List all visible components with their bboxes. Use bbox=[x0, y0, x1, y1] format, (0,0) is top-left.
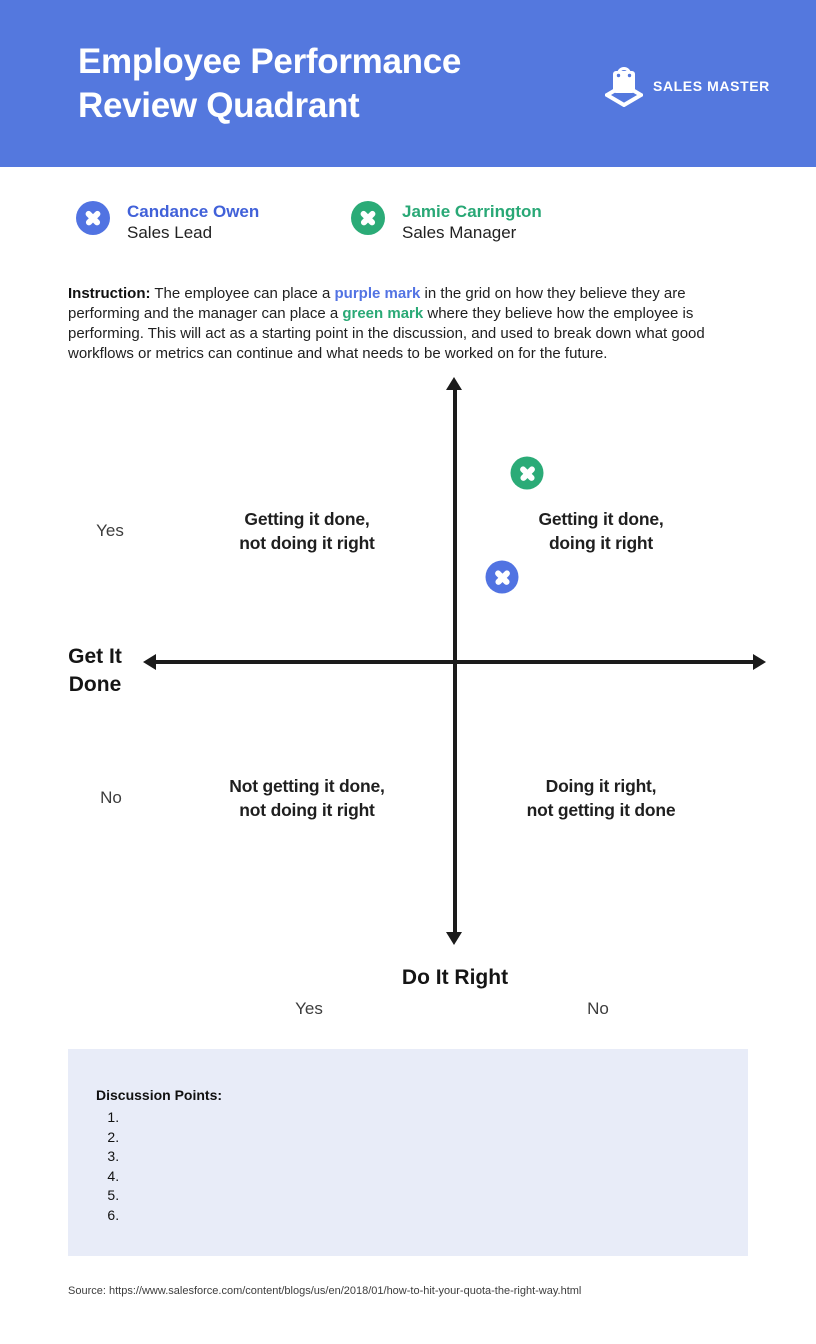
quadrant-top-right-line2: doing it right bbox=[548, 533, 654, 553]
quadrant-bottom-right-line2: not getting it done bbox=[526, 800, 676, 820]
quadrant-label-top-left bbox=[239, 507, 374, 555]
quadrant-top-left-line2: not doing it right bbox=[239, 533, 375, 553]
y-axis-title bbox=[68, 643, 122, 699]
discussion-point-5 bbox=[123, 1186, 720, 1206]
discussion-points-title: Discussion Points: bbox=[96, 1087, 223, 1103]
employee-role: Sales Lead bbox=[127, 223, 213, 242]
y-axis-tick-no: No bbox=[100, 788, 122, 807]
employee-placed-mark[interactable] bbox=[486, 561, 519, 594]
axis-arrow-up-icon bbox=[446, 377, 462, 390]
manager-placed-mark[interactable] bbox=[511, 457, 544, 490]
manager-name: Jamie Carrington bbox=[402, 202, 542, 221]
instruction-part1: The employee can place a bbox=[150, 285, 335, 302]
axis-arrow-down-icon bbox=[446, 932, 462, 945]
instruction-part3: where they believe how the employee is performing. This will act as a starting point in the discussion, and used to break down what good workflows or metrics can continue and what needs to be worked on for the future. bbox=[68, 305, 705, 362]
manager-role: Sales Manager bbox=[402, 223, 517, 242]
page-title-line1: Employee Performance bbox=[78, 42, 462, 81]
header-banner bbox=[0, 0, 816, 167]
quadrant-top-right-line1: Getting it done, bbox=[538, 509, 664, 529]
instruction-purple-mark: purple mark bbox=[334, 285, 421, 302]
page-title bbox=[78, 40, 461, 128]
shopping-bag-icon bbox=[605, 60, 643, 112]
discussion-point-6 bbox=[123, 1206, 720, 1226]
discussion-point-4 bbox=[123, 1167, 720, 1187]
quadrant-bottom-left-line2: not doing it right bbox=[239, 800, 375, 820]
instruction-paragraph bbox=[68, 284, 732, 364]
discussion-points-list bbox=[96, 1108, 720, 1225]
discussion-points-box bbox=[68, 1049, 748, 1256]
horizontal-axis-line bbox=[150, 660, 760, 664]
brand-logo bbox=[605, 60, 770, 112]
employee-x-mark-icon bbox=[76, 201, 110, 235]
source-citation: Source: https://www.salesforce.com/content/blogs/us/en/2018/01/how-to-hit-your-quota-the-right-way.html bbox=[68, 1285, 582, 1297]
quadrant-bottom-right-line1: Doing it right, bbox=[545, 776, 657, 796]
employee-name: Candance Owen bbox=[127, 202, 260, 221]
x-axis-title: Do It Right bbox=[401, 966, 509, 989]
y-axis-title-line1: Get It bbox=[68, 645, 122, 668]
x-axis-tick-yes: Yes bbox=[295, 999, 323, 1018]
quadrant-label-top-right bbox=[538, 507, 663, 555]
quadrant-label-bottom-right bbox=[527, 774, 676, 822]
quadrant-top-left-line1: Getting it done, bbox=[244, 509, 370, 529]
quadrant-bottom-left-line1: Not getting it done, bbox=[229, 776, 385, 796]
y-axis-tick-yes: Yes bbox=[96, 521, 124, 540]
legend-entry-employee bbox=[76, 201, 259, 243]
discussion-point-1 bbox=[123, 1108, 720, 1128]
manager-x-mark-icon bbox=[351, 201, 385, 235]
legend-entry-manager bbox=[351, 201, 542, 243]
instruction-part2: in the grid on how they believe they are performing and the manager can place a bbox=[68, 285, 686, 322]
discussion-point-3 bbox=[123, 1147, 720, 1167]
axis-arrow-left-icon bbox=[143, 654, 156, 670]
brand-name: SALES MASTER bbox=[653, 78, 770, 94]
instruction-label: Instruction: bbox=[68, 285, 151, 302]
instruction-green-mark: green mark bbox=[342, 305, 424, 322]
page-title-line2: Review Quadrant bbox=[78, 86, 360, 125]
axis-arrow-right-icon bbox=[753, 654, 766, 670]
x-axis-tick-no: No bbox=[587, 999, 609, 1018]
discussion-point-2 bbox=[123, 1128, 720, 1148]
quadrant-label-bottom-left bbox=[229, 774, 384, 822]
y-axis-title-line2: Done bbox=[68, 673, 122, 696]
